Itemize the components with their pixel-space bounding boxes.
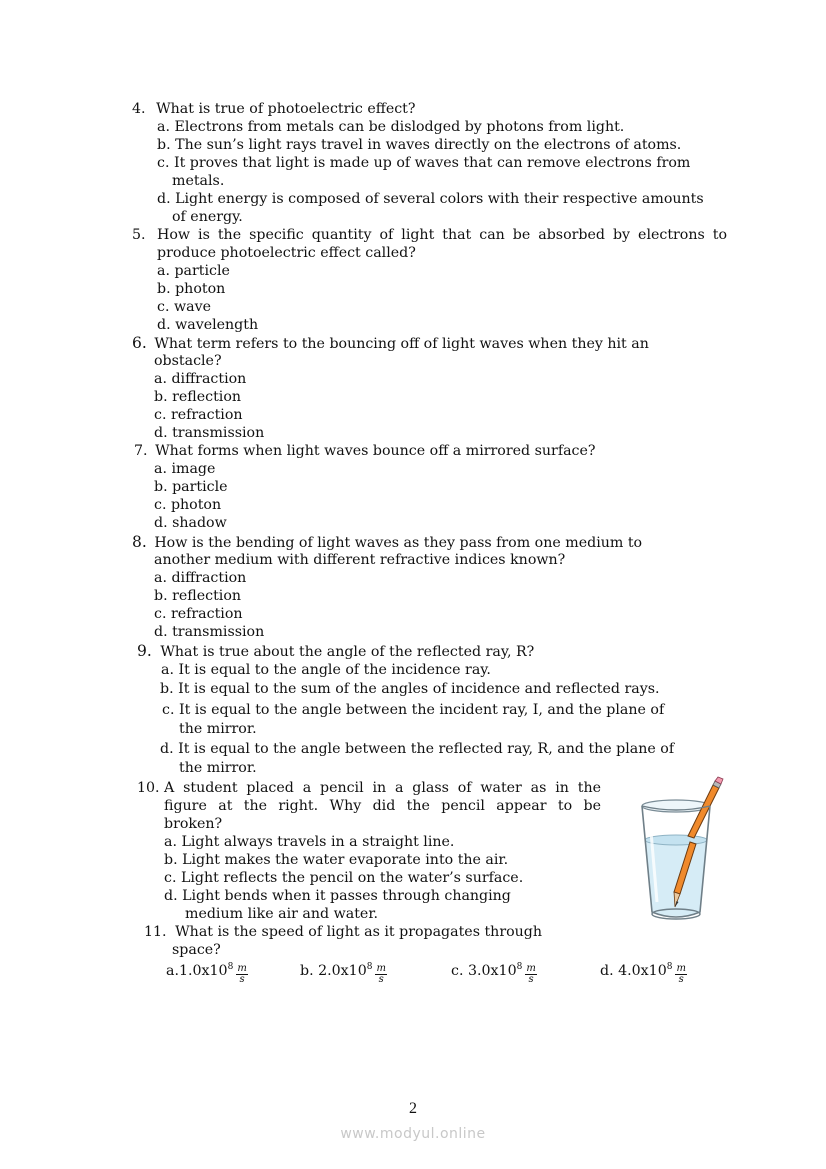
question-4-stem: 4. What is true of photoelectric effect? [132,101,416,117]
question-10-stem: A student placed a pencil in a glass of water as in the [164,780,601,796]
question-7-choice-c: c. photon [154,497,222,513]
question-10-number: 10. [137,780,160,796]
question-8-choice-b: b. reflection [154,588,242,604]
question-5-choice-c: c. wave [157,299,211,315]
unit-fraction: $\frac{m}{s}$ [676,963,686,985]
question-10-choice-a: a. Light always travels in a straight line. [164,834,455,850]
question-11-choice-c: c. $3.0x10^8$ $\frac{m}{s}$ [451,962,536,985]
unit-fraction: $\frac{m}{s}$ [526,963,536,985]
question-4-choice-a: a. Electrons from metals can be dislodged by photons from light. [157,119,625,135]
question-9-choice-c: c. It is equal to the angle between the incident ray, I, and the plane of [162,702,665,718]
question-5-stem-cont: produce photoelectric effect called? [157,245,416,261]
question-9-choice-c-cont: the mirror. [179,721,257,737]
question-5-choice-b: b. photon [157,281,226,297]
question-8-choice-d: d. transmission [154,624,265,640]
pencil-in-glass-icon [630,776,730,924]
question-number: 4. [132,101,146,117]
question-number: 9. [137,642,152,660]
question-4-choice-c-cont: metals. [172,173,225,189]
question-6-choice-d: d. transmission [154,425,265,441]
page-number: 2 [409,1100,417,1117]
question-6-choice-a: a. diffraction [154,371,247,387]
pencil-in-glass-figure [630,776,730,924]
question-4-choice-d: d. Light energy is composed of several colors with their respective amounts [157,191,704,207]
question-10-choice-d-cont: medium like air and water. [185,906,379,922]
unit-fraction: $\frac{m}{s}$ [376,963,386,985]
question-7-choice-d: d. shadow [154,515,227,531]
question-8-choice-c: c. refraction [154,606,243,622]
question-10-stem-cont-2: broken? [164,816,223,832]
question-5-choice-d: d. wavelength [157,317,259,333]
question-6-stem: 6. What term refers to the bouncing off of light waves when they hit an [132,334,649,352]
question-11-stem-cont: space? [172,942,221,958]
question-11-choice-b: b. $2.0x10^8$ $\frac{m}{s}$ [300,962,386,985]
question-7-choice-b: b. particle [154,479,228,495]
question-10-choice-c: c. Light reflects the pencil on the water’s surface. [164,870,524,886]
question-6-choice-b: b. reflection [154,389,242,405]
unit-fraction: $\frac{m}{s}$ [237,963,247,985]
question-8-stem: 8. How is the bending of light waves as they pass from one medium to [132,533,643,551]
question-6-stem-cont: obstacle? [154,353,222,369]
question-6-choice-c: c. refraction [154,407,243,423]
question-8-stem-cont: another medium with different refractive indices known? [154,552,566,568]
question-10-choice-d: d. Light bends when it passes through changing [164,888,511,904]
question-9-stem: 9. What is true about the angle of the reflected ray, R? [137,642,535,660]
question-11-choice-a: $a.1.0x10^8$ $\frac{m}{s}$ [166,962,247,985]
question-4-choice-c: c. It proves that light is made up of waves that can remove electrons from [157,155,691,171]
question-4-choice-b: b. The sun’s light rays travel in waves directly on the electrons of atoms. [157,137,682,153]
question-number: 7. [134,443,148,459]
question-5-number: 5. [132,227,146,243]
question-10-choice-b: b. Light makes the water evaporate into the air. [164,852,509,868]
question-9-choice-a: a. It is equal to the angle of the incidence ray. [161,662,491,678]
question-5-stem: How is the specific quantity of light that can be absorbed by electrons to [157,227,727,243]
question-11-stem: 11. What is the speed of light as it propagates through [144,924,543,940]
question-number: 11. [144,924,167,940]
question-number: 8. [132,533,147,551]
question-7-choice-a: a. image [154,461,216,477]
question-9-choice-d-cont: the mirror. [179,760,257,776]
question-5-choice-a: a. particle [157,263,230,279]
question-10-stem-cont-1: figure at the right. Why did the pencil appear to be [164,798,601,814]
question-number: 6. [132,334,147,352]
question-7-stem: 7. What forms when light waves bounce off a mirrored surface? [134,443,596,459]
question-8-choice-a: a. diffraction [154,570,247,586]
watermark: www.modyul.online [340,1126,486,1142]
question-9-choice-d: d. It is equal to the angle between the reflected ray, R, and the plane of [160,741,675,757]
question-11-choice-d: d. $4.0x10^8$ $\frac{m}{s}$ [600,962,686,985]
question-9-choice-b: b. It is equal to the sum of the angles of incidence and reflected rays. [160,681,660,697]
question-4-choice-d-cont: of energy. [172,209,243,225]
